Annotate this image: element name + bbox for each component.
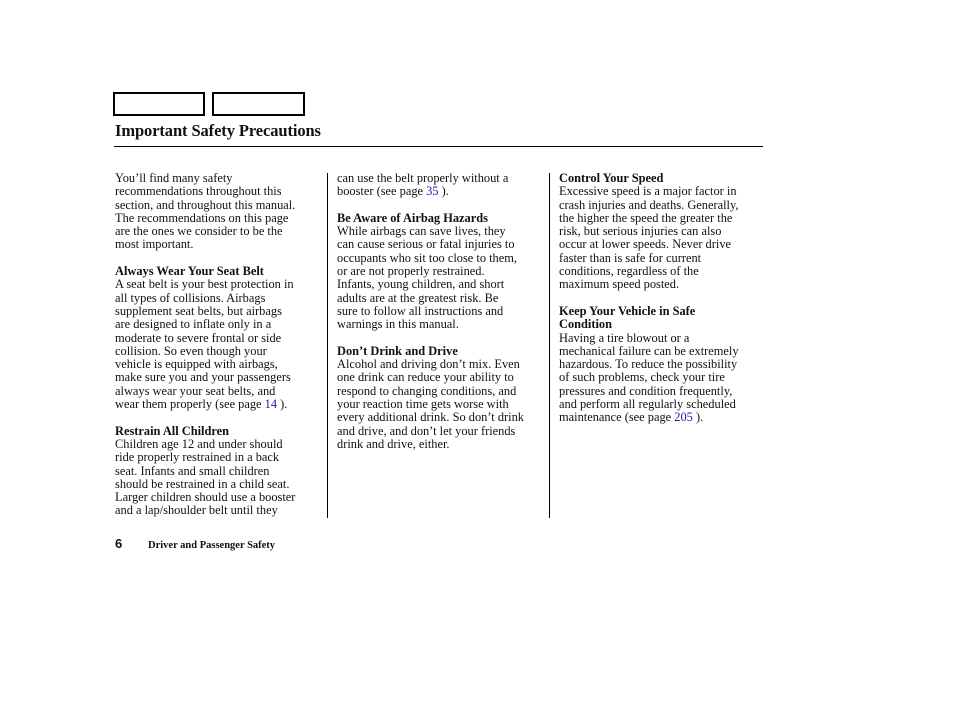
text-line: section, and throughout this manual. [115, 197, 296, 212]
text-line: respond to changing conditions, and [337, 383, 517, 398]
text-line: your reaction time gets worse with [337, 397, 509, 412]
link-prefix: wear them properly (see page [115, 397, 265, 412]
text-line: drink and drive, either. [337, 436, 450, 451]
text-line: one drink can reduce your ability to [337, 370, 514, 385]
text-line: every additional drink. So don’t drink [337, 410, 524, 425]
text-line: recommendations throughout this [115, 184, 282, 199]
text-line: occupants who sit too close to them, [337, 250, 517, 265]
text-line: Excessive speed is a major factor in [559, 184, 737, 199]
text-line: sure to follow all instructions and [337, 303, 504, 318]
page-title: Important Safety Precautions [115, 121, 321, 140]
text-line: and drive, and don’t let your friends [337, 423, 516, 438]
text-line: are the ones we consider to be the [115, 224, 283, 239]
text-line: Alcohol and driving don’t mix. Even [337, 357, 520, 372]
text-line [337, 185, 543, 198]
link-suffix: ). [277, 397, 288, 412]
text-line: A seat belt is your best protection in [115, 277, 294, 292]
text-line: can cause serious or fatal injuries to [337, 237, 515, 252]
page-number: 6 [115, 536, 123, 551]
link-suffix: ). [692, 410, 704, 425]
text-line: supplement seat belts, but airbags [115, 303, 282, 318]
children-continued-paragraph [337, 172, 543, 199]
section-heading: Control Your Speed [559, 171, 664, 185]
text-line: mechanical failure can be extremely [559, 343, 739, 358]
text-line: moderate to severe frontal or side [115, 330, 282, 345]
nav-box-previous[interactable] [113, 92, 205, 116]
airbag-section [337, 212, 543, 332]
text-line: The recommendations on this page [115, 210, 289, 225]
column-divider-2 [549, 173, 550, 518]
text-line: vehicle is equipped with airbags, [115, 357, 278, 372]
text-line: Children age 12 and under should [115, 436, 283, 451]
section-heading: Don’t Drink and Drive [337, 343, 458, 358]
section-heading: Always Wear Your Seat Belt [115, 264, 264, 279]
text-line: and a lap/shoulder belt until they [115, 503, 278, 518]
drink-drive-section [337, 345, 543, 451]
page-link-35[interactable]: 35 [426, 184, 439, 199]
text-line: You’ll find many safety [115, 171, 233, 185]
text-line: of such problems, check your tire [559, 370, 725, 385]
section-heading: Keep Your Vehicle in Safe [559, 303, 696, 318]
text-line: can use the belt properly without a [337, 171, 509, 185]
text-line: pressures and condition frequently, [559, 383, 733, 398]
text-line: Infants, young children, and short [337, 277, 505, 292]
text-line: occur at lower speeds. Never drive [559, 237, 732, 252]
text-line: seat. Infants and small children [115, 463, 270, 478]
text-line: conditions, regardless of the [559, 264, 699, 279]
text-line: or are not properly restrained. [337, 264, 485, 279]
text-line: all types of collisions. Airbags [115, 290, 266, 305]
intro-paragraph [115, 172, 321, 252]
page-link-205[interactable]: 205 [674, 410, 693, 425]
link-prefix: maintenance (see page [559, 410, 675, 425]
text-column-2 [337, 172, 543, 465]
text-line: maximum speed posted. [559, 277, 680, 292]
children-section [115, 425, 321, 518]
text-line: ride properly restrained in a back [115, 450, 280, 465]
section-heading: Restrain All Children [115, 423, 230, 438]
speed-section [559, 172, 761, 292]
text-line: faster than is safe for current [559, 250, 702, 265]
link-suffix: ). [438, 184, 449, 199]
text-line: adults are at the greatest risk. Be [337, 290, 499, 305]
text-column-3 [559, 172, 761, 438]
text-line: most important. [115, 237, 194, 252]
text-line: and perform all regularly scheduled [559, 397, 736, 412]
text-line: warnings in this manual. [337, 317, 459, 332]
text-line: Having a tire blowout or a [559, 330, 690, 345]
vehicle-condition-section [559, 305, 761, 425]
title-divider [114, 146, 763, 147]
text-line: make sure you and your passengers [115, 370, 291, 385]
text-line: hazardous. To reduce the possibility [559, 357, 738, 372]
text-line: crash injuries and deaths. Generally, [559, 197, 739, 212]
text-line: Larger children should use a booster [115, 490, 296, 505]
text-line [559, 411, 761, 424]
footer-section-title: Driver and Passenger Safety [148, 540, 276, 551]
text-line: the higher the speed the greater the [559, 210, 733, 225]
text-line: While airbags can save lives, they [337, 224, 506, 239]
section-heading: Be Aware of Airbag Hazards [337, 210, 488, 225]
text-line: are designed to inflate only in a [115, 317, 272, 332]
text-column-1 [115, 172, 321, 531]
column-divider-1 [327, 173, 328, 518]
text-line: risk, but serious injuries can also [559, 224, 722, 239]
nav-box-next[interactable] [212, 92, 305, 116]
text-line: always wear your seat belts, and [115, 383, 276, 398]
seat-belt-section [115, 265, 321, 411]
page-link-14[interactable]: 14 [264, 397, 278, 412]
text-line: collision. So even though your [115, 343, 267, 358]
text-line: should be restrained in a child seat. [115, 476, 290, 491]
text-line [115, 398, 321, 411]
link-prefix: booster (see page [337, 184, 427, 199]
section-heading-continued: Condition [559, 317, 613, 332]
